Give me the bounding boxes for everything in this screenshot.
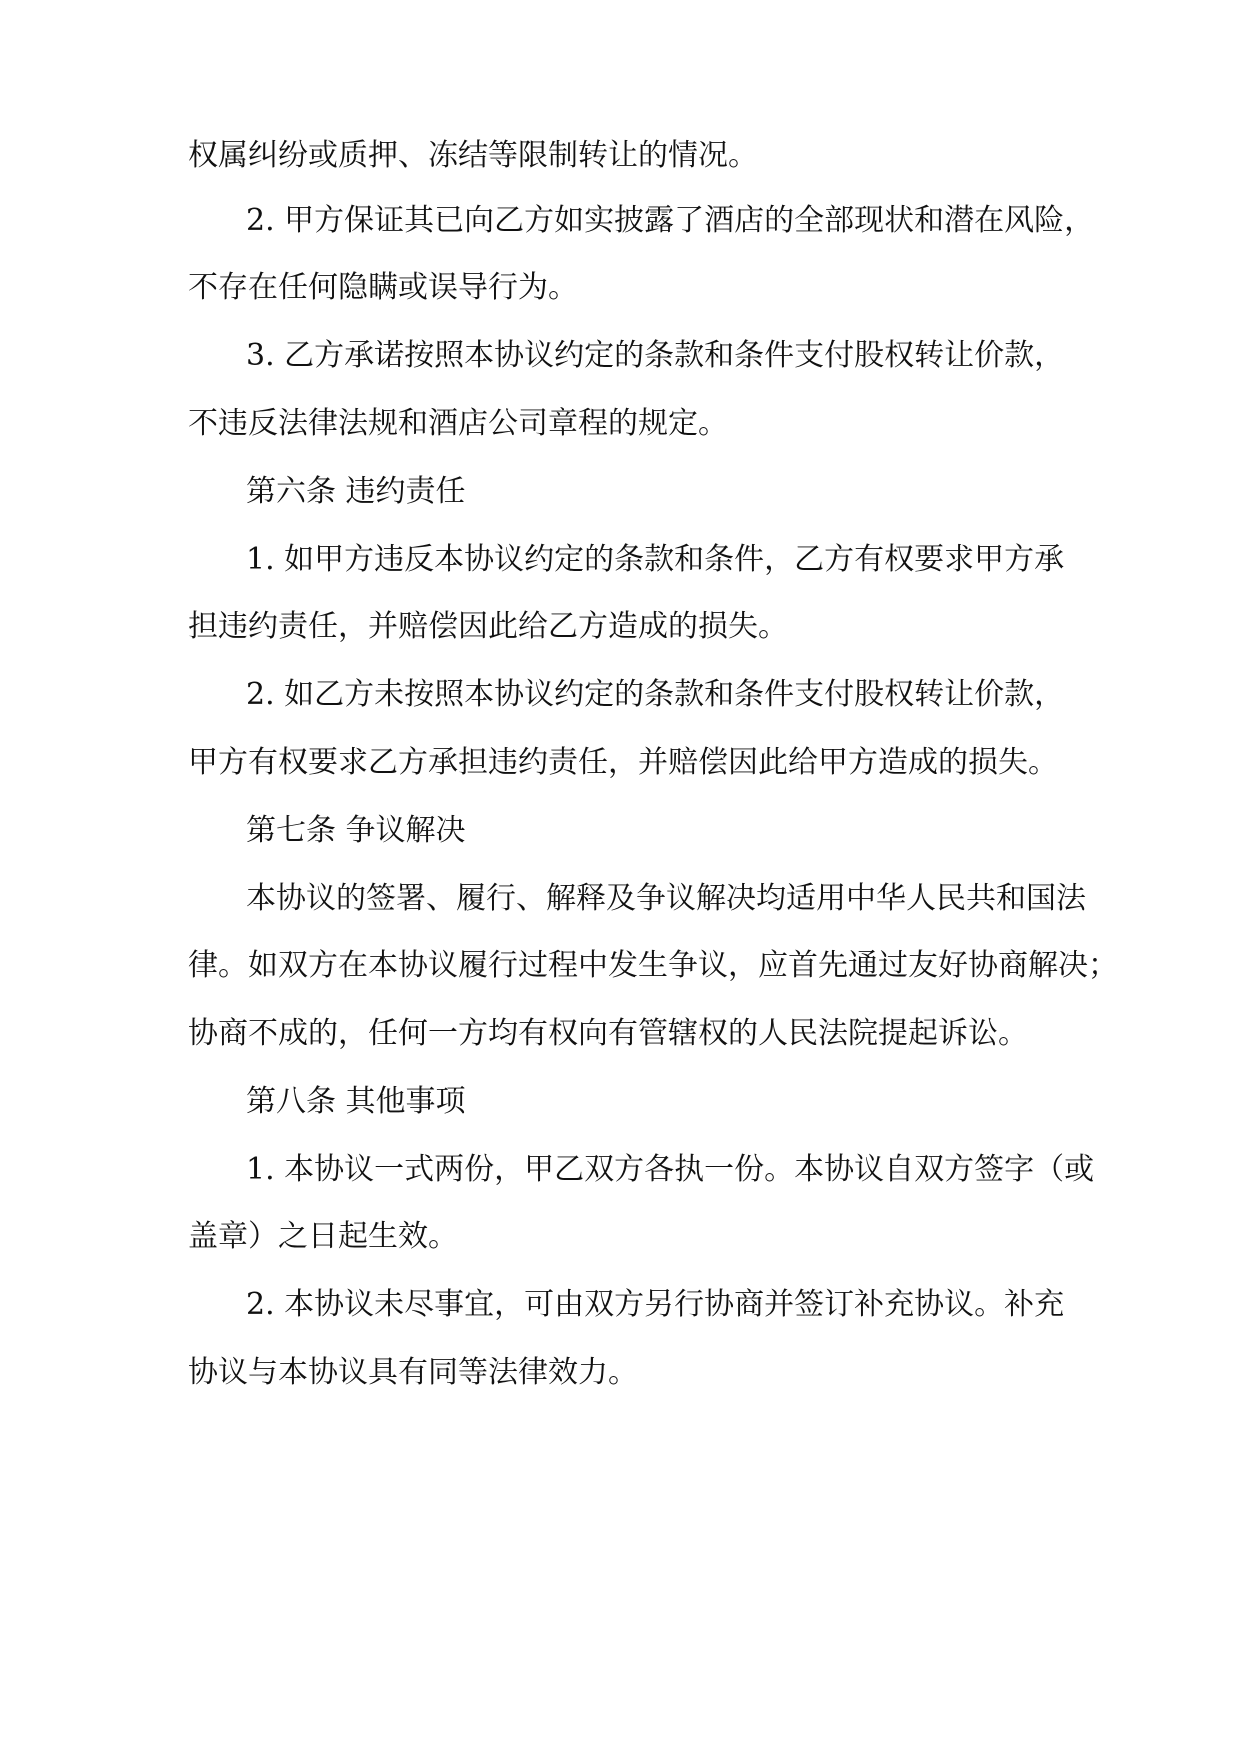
- text-line: 担违约责任，并赔偿因此给乙方造成的损失。: [188, 609, 788, 644]
- text-line: 盖章）之日起生效。: [188, 1219, 458, 1254]
- section-heading: 第八条 其他事项: [246, 1084, 466, 1119]
- text-line: 1. 本协议一式两份，甲乙双方各执一份。本协议自双方签字（或: [246, 1152, 1095, 1187]
- text-line: 协商不成的，任何一方均有权向有管辖权的人民法院提起诉讼。: [188, 1016, 1028, 1051]
- text-line: 协议与本协议具有同等法律效力。: [188, 1355, 638, 1390]
- text-line: 本协议的签署、履行、解释及争议解决均适用中华人民共和国法: [246, 881, 1086, 916]
- text-line: 甲方有权要求乙方承担违约责任，并赔偿因此给甲方造成的损失。: [188, 745, 1058, 780]
- text-line: 3. 乙方承诺按照本协议约定的条款和条件支付股权转让价款，: [246, 338, 1065, 373]
- section-heading: 第七条 争议解决: [246, 813, 466, 848]
- text-line: 2. 如乙方未按照本协议约定的条款和条件支付股权转让价款，: [246, 677, 1065, 712]
- text-line: 2. 甲方保证其已向乙方如实披露了酒店的全部现状和潜在风险，: [246, 203, 1095, 238]
- text-line: 2. 本协议未尽事宜，可由双方另行协商并签订补充协议。补充: [246, 1287, 1065, 1322]
- text-line: 不存在任何隐瞒或误导行为。: [188, 270, 578, 305]
- text-line: 不违反法律法规和酒店公司章程的规定。: [188, 406, 728, 441]
- text-line: 权属纠纷或质押、冻结等限制转让的情况。: [188, 138, 758, 173]
- text-line: 律。如双方在本协议履行过程中发生争议，应首先通过友好协商解决；: [188, 948, 1118, 983]
- section-heading: 第六条 违约责任: [246, 474, 466, 509]
- text-line: 1. 如甲方违反本协议约定的条款和条件，乙方有权要求甲方承: [246, 542, 1065, 577]
